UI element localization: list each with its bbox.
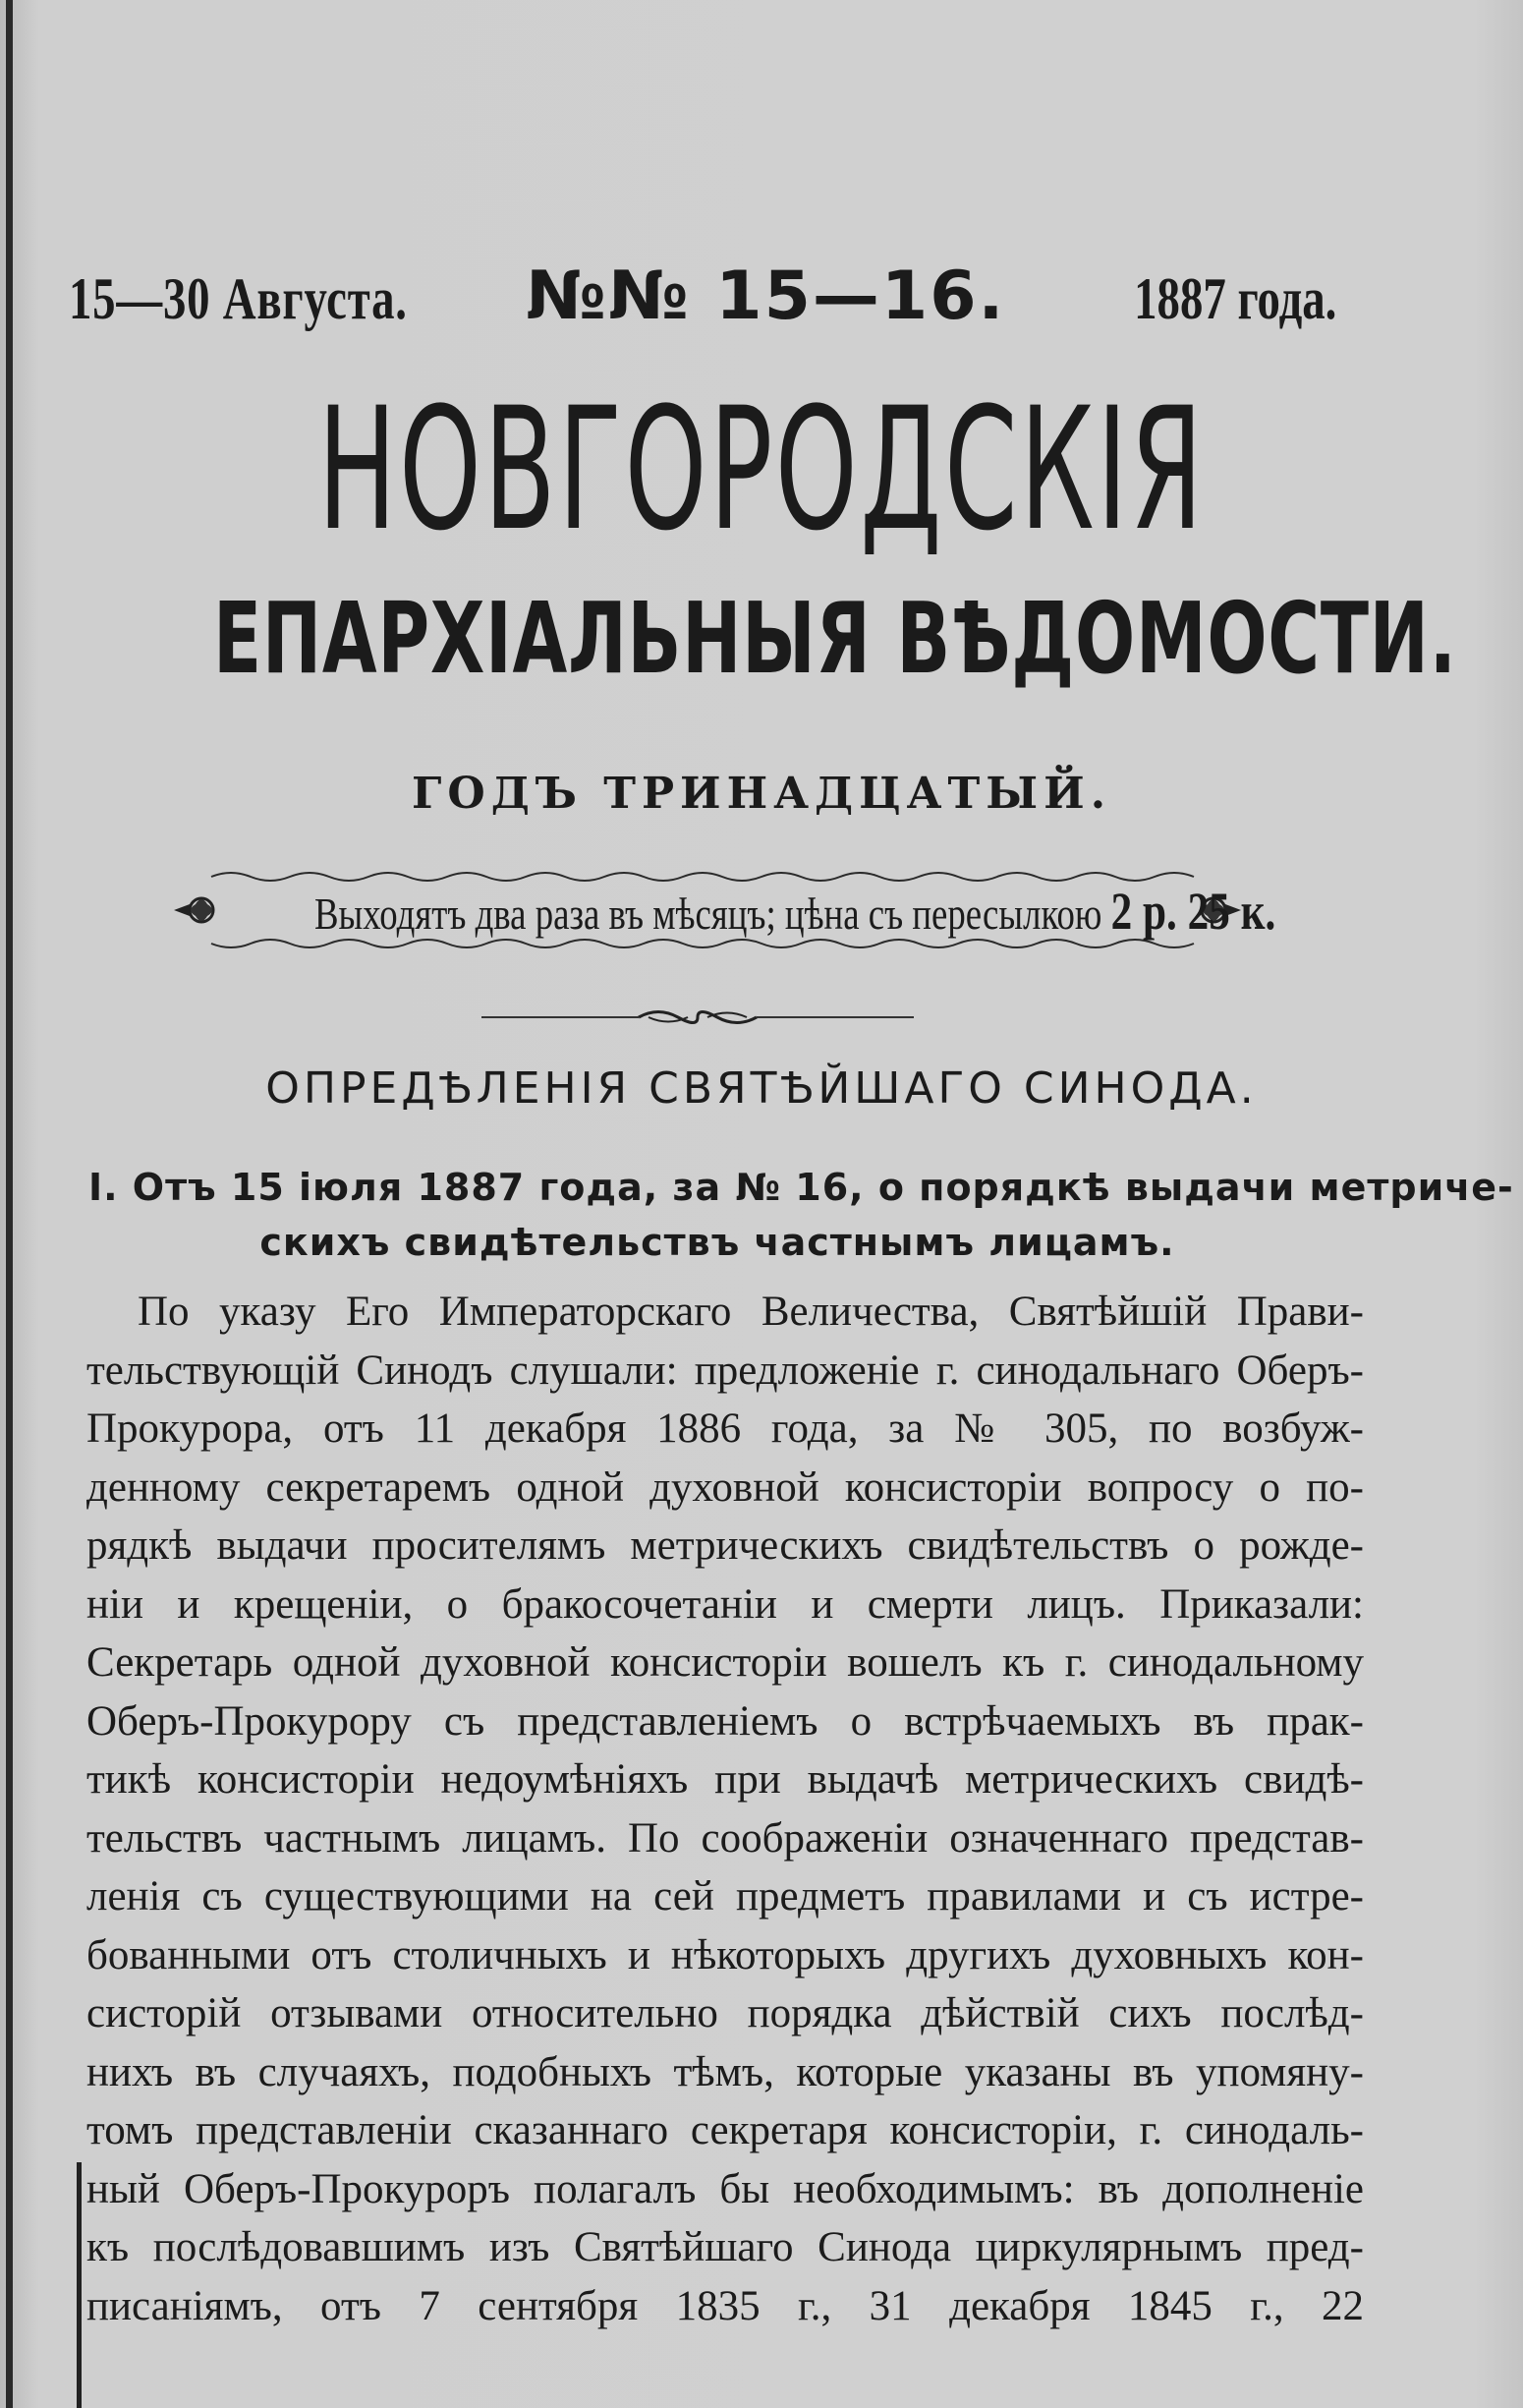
body-line: систорій отзывами относительно порядка дѣйствій сихъ послѣд-: [86, 1990, 1364, 2036]
issue-number: №№ 15—16.: [526, 258, 1006, 335]
body-line: По указу Его Императорскаго Величества, Святѣйшій Прави-: [138, 1289, 1364, 1335]
issue-dates: 15—30 Августа.: [69, 266, 408, 331]
binding-edge: [6, 0, 13, 2408]
masthead-title-line2: ЕПАРХІАЛЬНЫЯ ВѢДОМОСТИ.: [213, 581, 1457, 696]
volume-subtitle: ГОДЪ ТРИНАДЦАТЫЙ.: [411, 769, 1112, 819]
section-heading: ОПРЕДѢЛЕНІЯ СВЯТѢЙШАГО СИНОДА.: [265, 1063, 1258, 1114]
price-banner: [172, 865, 1276, 953]
body-line: Прокурора, отъ 11 декабря 1886 года, за № 305, по возбуж-: [86, 1405, 1364, 1452]
body-line: Оберъ-Прокурору съ представленіемъ о встрѣчаемыхъ въ прак-: [86, 1697, 1364, 1745]
body-line: ніи и крещеніи, о бракосочетаніи и смерти лицъ. Приказали:: [86, 1580, 1364, 1628]
body-line: ный Оберъ-Прокуроръ полагалъ бы необходимымъ: въ дополненіе: [86, 2165, 1364, 2212]
decree-title: [88, 1160, 1514, 1270]
body-line: Секретарь одной духовной консисторіи вошелъ къ г. синодальному: [86, 1639, 1364, 1686]
body-line: къ послѣдовавшимъ изъ Святѣйшаго Синода циркулярнымъ пред-: [86, 2224, 1364, 2270]
body-line: тикѣ консисторіи недоумѣніяхъ при выдачѣ метрическихъ свидѣ-: [86, 1756, 1364, 1803]
decree-title-line1: I. Отъ 15 іюля 1887 года, за № 16, о порядкѣ выдачи метриче-: [88, 1166, 1514, 1209]
price-amount: 2 р. 25 к.: [1110, 882, 1276, 941]
body-line: рядкѣ выдачи просителямъ метрическихъ свидѣтельствъ о рожде-: [86, 1522, 1364, 1569]
body-line: денному секретаремъ одной духовной консисторіи вопросу о по-: [86, 1463, 1364, 1511]
binding-mark: [77, 2162, 82, 2408]
body-line: ленія съ существующими на сей предметъ правилами и съ истре-: [86, 1873, 1364, 1920]
body-line: бованными отъ столичныхъ и нѣкоторыхъ другихъ духовныхъ кон-: [86, 1931, 1364, 1978]
masthead-title-line1: НОВГОРОДСКІЯ: [317, 371, 1206, 568]
price-description: Выходятъ два раза въ мѣсяцъ; цѣна съ пересылкою: [314, 889, 1102, 939]
price-line: [314, 881, 1276, 942]
body-text: [86, 1283, 1364, 2335]
issue-year: 1887 года.: [1133, 266, 1336, 331]
decree-title-line2: скихъ свидѣтельствъ частнымъ лицамъ.: [259, 1221, 1175, 1264]
issue-header: [69, 258, 1336, 336]
body-line: тельствующій Синодъ слушали: предложеніе г. синодальнаго Оберъ-: [86, 1347, 1364, 1394]
body-line: нихъ въ случаяхъ, подобныхъ тѣмъ, которые указаны въ упомяну-: [86, 2048, 1364, 2095]
body-line: томъ представленіи сказаннаго секретаря консисторіи, г. синодаль-: [86, 2107, 1364, 2153]
ornament-divider-icon: [481, 1003, 914, 1032]
body-line: тельствъ частнымъ лицамъ. По соображеніи означеннаго представ-: [86, 1814, 1364, 1862]
body-line: писаніямъ, отъ 7 сентября 1835 г., 31 декабря 1845 г., 22: [86, 2282, 1364, 2329]
